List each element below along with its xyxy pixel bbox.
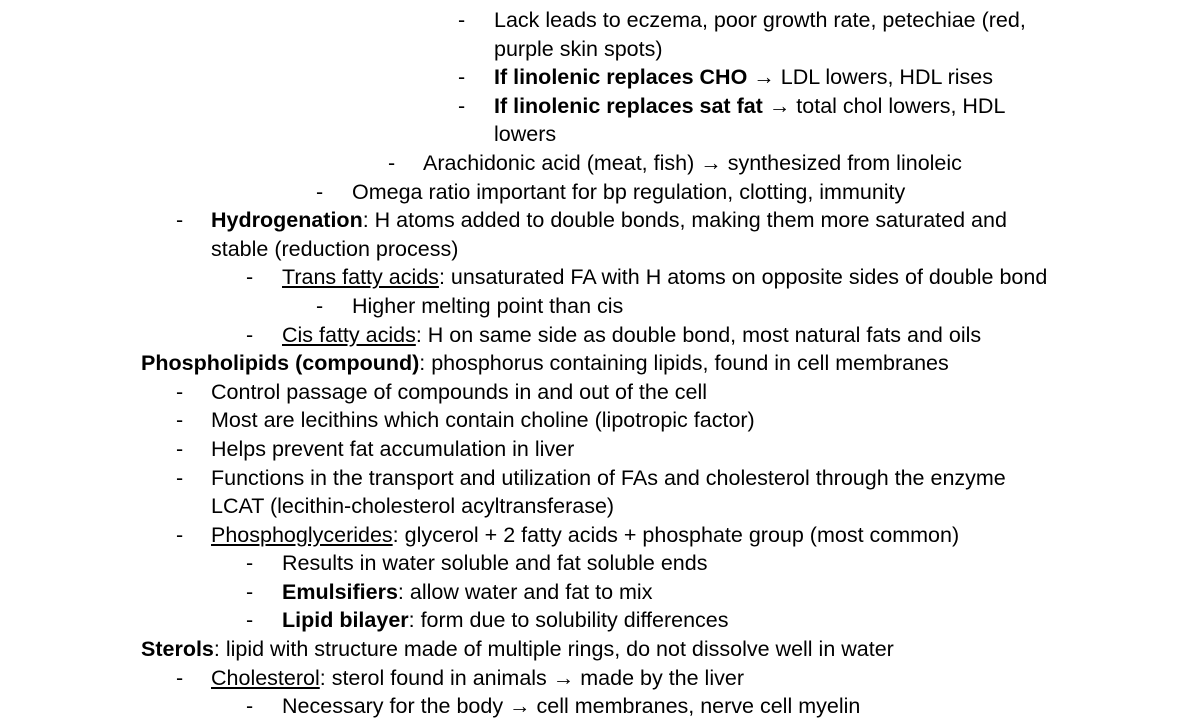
- line-text: [141, 349, 949, 378]
- line-text: [494, 35, 663, 64]
- note-line: [0, 464, 1200, 493]
- text-run: lowers: [494, 122, 557, 147]
- text-run: Arachidonic acid (meat, fish) → synthesized from linoleic: [423, 150, 962, 175]
- bullet-dash: -: [176, 522, 184, 547]
- text-run: → total chol lowers, HDL: [762, 93, 1006, 118]
- note-line: [0, 120, 1200, 149]
- note-line: [0, 178, 1200, 207]
- bullet-dash: -: [458, 93, 466, 118]
- line-text: [352, 178, 905, 207]
- note-line: [0, 149, 1200, 178]
- text-run: Helps prevent fat accumulation in liver: [211, 436, 575, 461]
- note-line: [0, 578, 1200, 607]
- line-text: [211, 406, 755, 435]
- line-text: [141, 635, 894, 664]
- line-text: [211, 464, 1006, 493]
- line-text: [282, 692, 860, 721]
- line-text: [282, 578, 652, 607]
- bullet-dash: -: [176, 379, 184, 404]
- text-run: Results in water soluble and fat soluble ends: [282, 551, 708, 576]
- line-text: [211, 378, 707, 407]
- bullet-dash: -: [176, 408, 184, 433]
- text-run: Lack leads to eczema, poor growth rate, petechiae (red,: [494, 8, 1026, 32]
- text-run: : sterol found in animals → made by the liver: [319, 665, 744, 690]
- line-text: [282, 263, 1047, 292]
- bullet-dash: -: [458, 65, 466, 90]
- note-line: [0, 292, 1200, 321]
- note-line: [0, 63, 1200, 92]
- line-text: [211, 492, 614, 521]
- note-line: [0, 35, 1200, 64]
- text-run: → LDL lowers, HDL rises: [747, 65, 994, 90]
- bold-term: Lipid bilayer: [282, 608, 409, 633]
- line-text: [352, 292, 623, 321]
- bullet-dash: -: [176, 465, 184, 490]
- bold-term: Phospholipids (compound): [141, 351, 420, 376]
- bullet-dash: -: [246, 694, 254, 719]
- line-text: [211, 435, 574, 464]
- line-text: [282, 321, 981, 350]
- note-line: [0, 521, 1200, 550]
- note-line: [0, 492, 1200, 521]
- text-run: : lipid with structure made of multiple rings, do not dissolve well in water: [213, 637, 894, 662]
- note-line: [0, 549, 1200, 578]
- note-line: [0, 6, 1200, 35]
- bullet-dash: -: [246, 579, 254, 604]
- bullet-dash: -: [176, 665, 184, 690]
- note-line: [0, 635, 1200, 664]
- text-run: : glycerol + 2 fatty acids + phosphate group (most common): [392, 522, 960, 547]
- line-text: [282, 606, 729, 635]
- text-run: Higher melting point than cis: [352, 293, 624, 318]
- text-run: : allow water and fat to mix: [397, 579, 653, 604]
- note-line: [0, 235, 1200, 264]
- note-line: [0, 92, 1200, 121]
- bullet-dash: -: [246, 608, 254, 633]
- bullet-dash: -: [388, 150, 396, 175]
- note-line: [0, 664, 1200, 693]
- text-run: : unsaturated FA with H atoms on opposite sides of double bond: [438, 265, 1048, 290]
- document-page: [0, 6, 1200, 721]
- bold-term: Sterols: [141, 637, 214, 662]
- note-line: [0, 378, 1200, 407]
- note-line: [0, 435, 1200, 464]
- line-text: [282, 549, 707, 578]
- bullet-dash: -: [316, 293, 324, 318]
- underlined-term: Trans fatty acids: [282, 265, 439, 290]
- line-text: [423, 149, 962, 178]
- text-run: : H atoms added to double bonds, making them more saturated and: [362, 208, 1007, 233]
- note-line: [0, 263, 1200, 292]
- bullet-dash: -: [246, 322, 254, 347]
- note-line: [0, 692, 1200, 721]
- line-text: [494, 120, 556, 149]
- bullet-dash: -: [246, 551, 254, 576]
- bullet-dash: -: [316, 179, 324, 204]
- text-run: : H on same side as double bond, most natural fats and oils: [415, 322, 982, 347]
- text-run: : phosphorus containing lipids, found in cell membranes: [419, 351, 949, 376]
- text-run: stable (reduction process): [211, 236, 459, 261]
- note-line: [0, 406, 1200, 435]
- bold-term: If linolenic replaces CHO: [494, 65, 748, 90]
- bullet-dash: -: [176, 208, 184, 233]
- line-text: [211, 206, 1007, 235]
- text-run: Necessary for the body → cell membranes, nerve cell myelin: [282, 694, 861, 719]
- bullet-dash: -: [246, 265, 254, 290]
- note-line: [0, 321, 1200, 350]
- note-line: [0, 206, 1200, 235]
- bullet-dash: -: [458, 8, 466, 32]
- note-line: [0, 349, 1200, 378]
- underlined-term: Phosphoglycerides: [211, 522, 393, 547]
- underlined-term: Cholesterol: [211, 665, 320, 690]
- line-text: [211, 235, 458, 264]
- text-run: purple skin spots): [494, 36, 663, 61]
- text-run: LCAT (lecithin-cholesterol acyltransferase): [211, 494, 615, 519]
- line-text: [211, 664, 744, 693]
- bold-term: Hydrogenation: [211, 208, 363, 233]
- text-run: Functions in the transport and utilization of FAs and cholesterol through the enzyme: [211, 465, 1006, 490]
- text-run: Most are lecithins which contain choline (lipotropic factor): [211, 408, 755, 433]
- note-line: [0, 606, 1200, 635]
- line-text: [494, 63, 993, 92]
- bold-term: If linolenic replaces sat fat: [494, 93, 763, 118]
- bullet-dash: -: [176, 436, 184, 461]
- text-run: : form due to solubility differences: [408, 608, 729, 633]
- underlined-term: Cis fatty acids: [282, 322, 416, 347]
- line-text: [494, 6, 1026, 35]
- text-run: Control passage of compounds in and out of the cell: [211, 379, 708, 404]
- line-text: [494, 92, 1005, 121]
- line-text: [211, 521, 959, 550]
- bold-term: Emulsifiers: [282, 579, 398, 604]
- text-run: Omega ratio important for bp regulation, clotting, immunity: [352, 179, 906, 204]
